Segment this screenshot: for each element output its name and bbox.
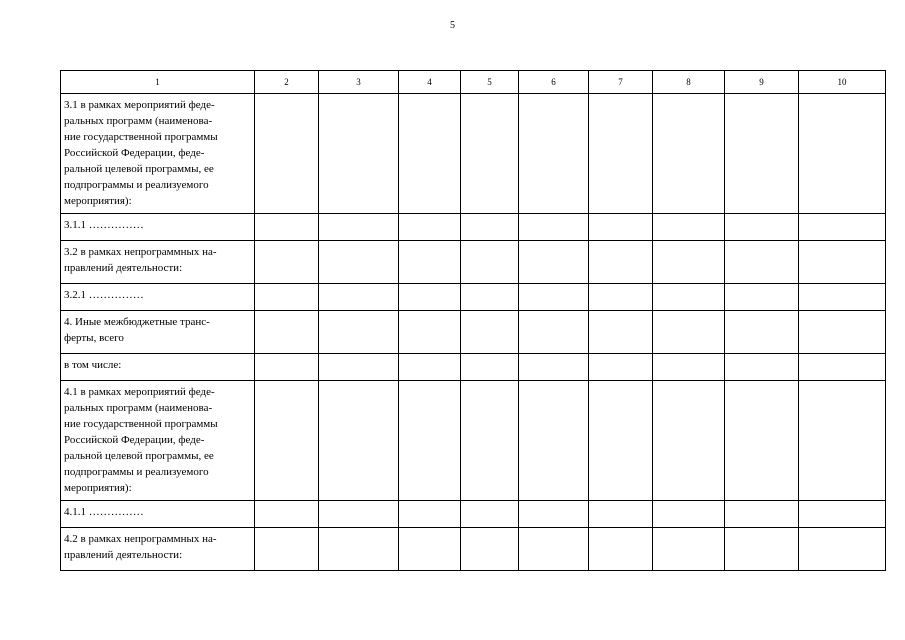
page-number: 5	[450, 20, 455, 31]
table-cell	[399, 528, 461, 571]
table-cell	[461, 528, 519, 571]
row-label: 4. Иные межбюджетные транс- ферты, всего	[61, 311, 255, 354]
table-row	[61, 354, 886, 381]
table-cell	[725, 528, 799, 571]
column-header: 2	[255, 71, 319, 94]
table-row	[61, 284, 886, 311]
table-cell	[319, 354, 399, 381]
table-cell	[799, 354, 886, 381]
table-cell	[799, 284, 886, 311]
table-cell	[589, 284, 653, 311]
column-header: 1	[61, 71, 255, 94]
table-cell	[725, 241, 799, 284]
table-cell	[319, 214, 399, 241]
row-label: 3.2 в рамках непрограммных на- правлений деятельности:	[61, 241, 255, 284]
table-row	[61, 501, 886, 528]
table-cell	[319, 94, 399, 214]
table-cell	[399, 501, 461, 528]
table-cell	[799, 214, 886, 241]
row-label: 3.2.1 ……………	[61, 284, 255, 311]
table-cell	[799, 381, 886, 501]
table-cell	[319, 528, 399, 571]
table-cell	[255, 381, 319, 501]
table-cell	[255, 214, 319, 241]
table-cell	[653, 381, 725, 501]
table-cell	[589, 501, 653, 528]
table-cell	[799, 94, 886, 214]
table-cell	[589, 214, 653, 241]
table-cell	[399, 354, 461, 381]
row-label: 3.1 в рамках мероприятий феде- ральных программ (наименова- ние государственной программы Российской Федерации, феде- ральной целевой программы, ее подпрограммы и реализуемого мероприятия):	[61, 94, 255, 214]
table-cell	[399, 214, 461, 241]
table-cell	[519, 214, 589, 241]
table-cell	[399, 94, 461, 214]
table-cell	[399, 311, 461, 354]
column-header: 3	[319, 71, 399, 94]
row-label: в том числе:	[61, 354, 255, 381]
table-cell	[255, 241, 319, 284]
table-cell	[725, 501, 799, 528]
table-cell	[461, 381, 519, 501]
table-cell	[519, 501, 589, 528]
table-cell	[725, 381, 799, 501]
column-header: 8	[653, 71, 725, 94]
budget-table	[60, 70, 886, 571]
table-cell	[589, 241, 653, 284]
table-cell	[589, 94, 653, 214]
column-header: 7	[589, 71, 653, 94]
table-cell	[653, 214, 725, 241]
table-cell	[255, 284, 319, 311]
table-cell	[255, 311, 319, 354]
column-header: 5	[461, 71, 519, 94]
table-cell	[653, 354, 725, 381]
table-cell	[725, 284, 799, 311]
row-label: 4.1 в рамках мероприятий феде- ральных программ (наименова- ние государственной программы Российской Федерации, феде- ральной целевой программы, ее подпрограммы и реализуемого мероприятия):	[61, 381, 255, 501]
table-row	[61, 528, 886, 571]
table-cell	[653, 501, 725, 528]
table-cell	[519, 311, 589, 354]
table-row	[61, 94, 886, 214]
table-cell	[319, 501, 399, 528]
table-cell	[725, 214, 799, 241]
table-cell	[653, 284, 725, 311]
table-cell	[519, 241, 589, 284]
table-cell	[461, 241, 519, 284]
table-cell	[461, 214, 519, 241]
table-cell	[725, 311, 799, 354]
table-cell	[725, 354, 799, 381]
table-cell	[653, 94, 725, 214]
column-header: 6	[519, 71, 589, 94]
table-cell	[255, 528, 319, 571]
table-cell	[519, 94, 589, 214]
table-cell	[519, 354, 589, 381]
table-cell	[799, 311, 886, 354]
table-cell	[399, 381, 461, 501]
column-header: 10	[799, 71, 886, 94]
table-cell	[461, 94, 519, 214]
table-cell	[255, 94, 319, 214]
table-cell	[725, 94, 799, 214]
header-row	[61, 71, 886, 94]
table-cell	[653, 528, 725, 571]
table-cell	[461, 501, 519, 528]
table-cell	[589, 528, 653, 571]
table-row	[61, 381, 886, 501]
row-label: 4.2 в рамках непрограммных на- правлений деятельности:	[61, 528, 255, 571]
table-cell	[799, 241, 886, 284]
table-cell	[799, 528, 886, 571]
table-row	[61, 214, 886, 241]
table-cell	[255, 501, 319, 528]
table-cell	[319, 311, 399, 354]
table-cell	[255, 354, 319, 381]
table-row	[61, 241, 886, 284]
table-cell	[589, 381, 653, 501]
table-cell	[519, 381, 589, 501]
table-cell	[399, 241, 461, 284]
column-header: 9	[725, 71, 799, 94]
table-row	[61, 311, 886, 354]
table-cell	[319, 381, 399, 501]
table-cell	[319, 241, 399, 284]
row-label: 4.1.1 ……………	[61, 501, 255, 528]
table-cell	[461, 354, 519, 381]
table-cell	[461, 284, 519, 311]
table-cell	[653, 311, 725, 354]
table-cell	[519, 284, 589, 311]
table-cell	[319, 284, 399, 311]
table-cell	[589, 311, 653, 354]
table-cell	[653, 241, 725, 284]
table-cell	[519, 528, 589, 571]
table-cell	[799, 501, 886, 528]
table-cell	[399, 284, 461, 311]
table-cell	[589, 354, 653, 381]
table-cell	[461, 311, 519, 354]
column-header: 4	[399, 71, 461, 94]
row-label: 3.1.1 ……………	[61, 214, 255, 241]
